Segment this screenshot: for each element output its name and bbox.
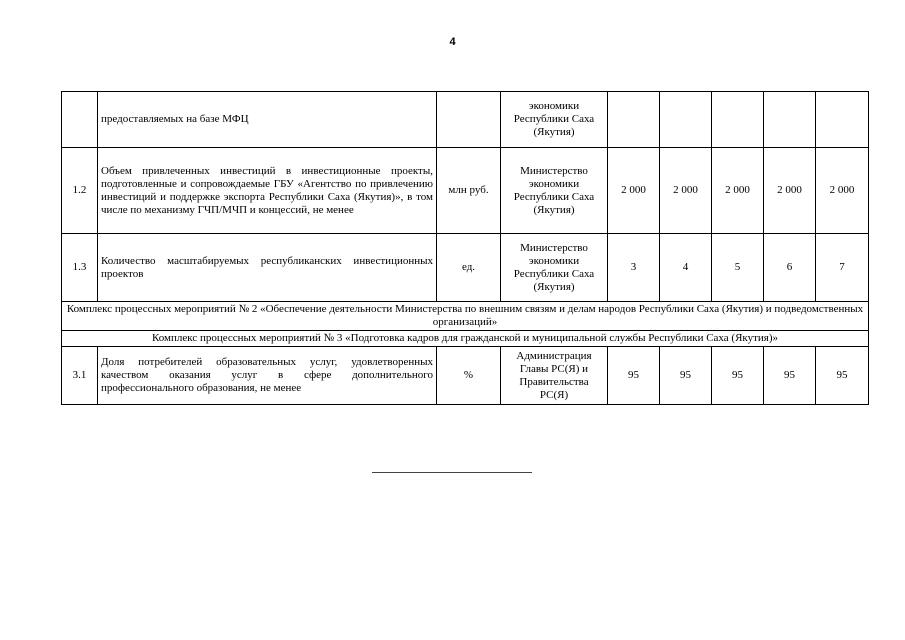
section-row — [62, 331, 869, 347]
row-number: 1.3 — [62, 234, 98, 302]
value-cell: 2 000 — [764, 148, 816, 234]
value-cell: 95 — [608, 347, 660, 405]
unit-cell: млн руб. — [437, 148, 501, 234]
table-row — [62, 92, 869, 148]
responsible-cell: Министерство экономики Республики Саха (Якутия) — [501, 148, 608, 234]
value-cell: 6 — [764, 234, 816, 302]
value-cell: 95 — [660, 347, 712, 405]
value-cell: 5 — [712, 234, 764, 302]
section-heading: Комплекс процессных мероприятий № 2 «Обеспечение деятельности Министерства по внешним связям и делам народов Республики Саха (Якутия) и подведомственных организаций» — [62, 302, 869, 331]
value-cell: 2 000 — [608, 148, 660, 234]
value-cell: 95 — [764, 347, 816, 405]
value-cell — [816, 92, 869, 148]
value-cell — [608, 92, 660, 148]
section-heading: Комплекс процессных мероприятий № 3 «Подготовка кадров для гражданской и муниципальной службы Республики Саха (Якутия)» — [62, 331, 869, 347]
unit-cell: % — [437, 347, 501, 405]
indicator-name: Объем привлеченных инвестиций в инвестиционные проекты, подготовленные и сопровождаемые ГБУ «Агентство по привлечению инвестиций и поддержке экспорта Республики Саха (Якутия)», в том числе по механизму ГЧП/МЧП и концессий, не менее — [98, 148, 437, 234]
unit-cell: ед. — [437, 234, 501, 302]
responsible-cell: Министерство экономики Республики Саха (Якутия) — [501, 234, 608, 302]
section-row — [62, 302, 869, 331]
value-cell: 95 — [816, 347, 869, 405]
indicator-name: Доля потребителей образовательных услуг, удовлетворенных качеством оказания услуг в сфере дополнительного профессионального образования, не менее — [98, 347, 437, 405]
value-cell: 95 — [712, 347, 764, 405]
indicator-name: предоставляемых на базе МФЦ — [98, 92, 437, 148]
value-cell — [764, 92, 816, 148]
row-number: 1.2 — [62, 148, 98, 234]
page-number: 4 — [449, 36, 456, 48]
responsible-cell: экономики Республики Саха (Якутия) — [501, 92, 608, 148]
row-number — [62, 92, 98, 148]
indicators-table — [61, 91, 869, 405]
table-row — [62, 234, 869, 302]
value-cell — [660, 92, 712, 148]
value-cell: 2 000 — [712, 148, 764, 234]
value-cell: 7 — [816, 234, 869, 302]
value-cell: 3 — [608, 234, 660, 302]
unit-cell — [437, 92, 501, 148]
responsible-cell: Администрация Главы РС(Я) и Правительства РС(Я) — [501, 347, 608, 405]
value-cell: 2 000 — [660, 148, 712, 234]
end-divider — [372, 472, 532, 473]
row-number: 3.1 — [62, 347, 98, 405]
table-row — [62, 148, 869, 234]
value-cell: 4 — [660, 234, 712, 302]
value-cell — [712, 92, 764, 148]
value-cell: 2 000 — [816, 148, 869, 234]
table-row — [62, 347, 869, 405]
indicator-name: Количество масштабируемых республиканских инвестиционных проектов — [98, 234, 437, 302]
